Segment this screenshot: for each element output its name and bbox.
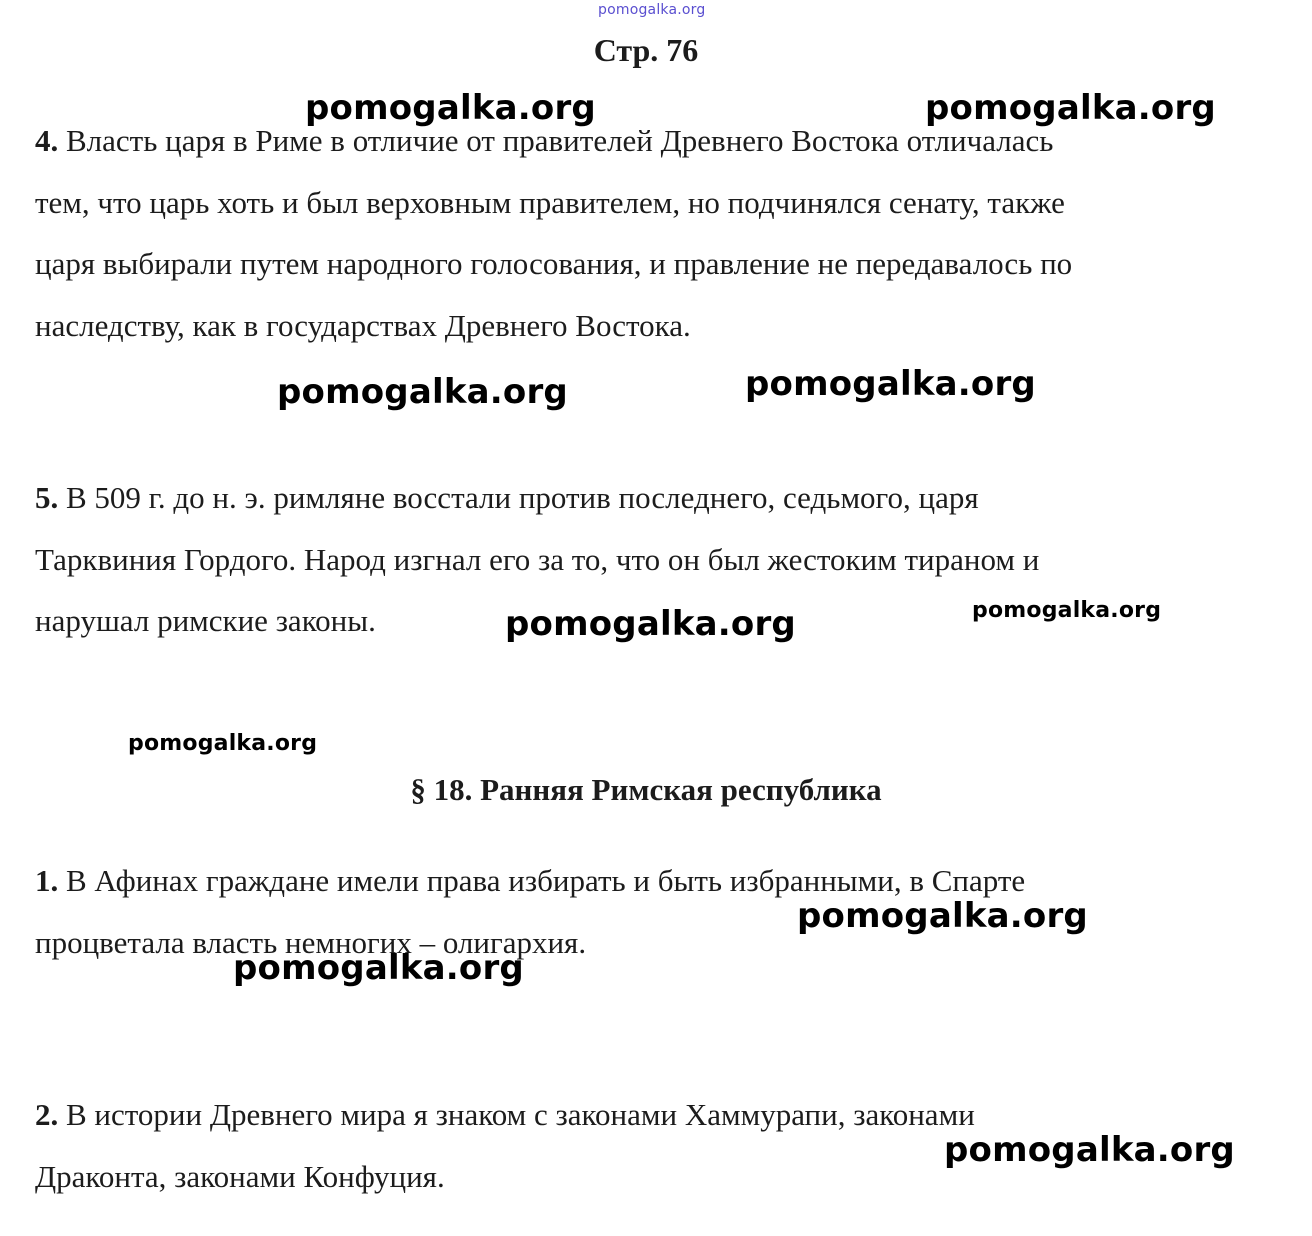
watermark: pomogalka.org <box>797 896 1088 936</box>
answer-number: 1. <box>35 863 59 898</box>
watermark: pomogalka.org <box>128 731 318 756</box>
answer-text: В 509 г. до н. э. римляне восстали против последнего, седьмого, царя <box>58 480 979 515</box>
answer-5-line-2: Тарквиния Гордого. Народ изгнал его за то, что он был жестоким тираном и <box>35 541 1040 577</box>
watermark: pomogalka.org <box>505 604 796 644</box>
answer-4-line-4: наследству, как в государствах Древнего Востока. <box>35 307 691 343</box>
watermark: pomogalka.org <box>233 948 524 988</box>
answer-5-line-3: нарушал римские законы. <box>35 603 376 638</box>
answer-4-line-3: царя выбирали путем народного голосования, и правление не передавалось по <box>35 246 1073 281</box>
watermark: pomogalka.org <box>745 364 1036 404</box>
section-heading: § 18. Ранняя Римская республика <box>410 772 882 807</box>
answer-1-line-2: процветала власть немногих – олигархия. <box>35 924 587 960</box>
page-number-title: Стр. 76 <box>593 32 699 68</box>
answer-number: 4. <box>35 123 59 158</box>
answer-text: В истории Древнего мира я знаком с законами Хаммурапи, законами <box>58 1097 975 1132</box>
answer-text: В Афинах граждане имели права избирать и быть избранными, в Спарте <box>58 863 1026 898</box>
watermark: pomogalka.org <box>925 88 1216 128</box>
answer-number: 2. <box>35 1097 59 1132</box>
watermark: pomogalka.org <box>305 88 596 128</box>
answer-4-line-2: тем, что царь хоть и был верховным правителем, но подчинялся сенату, также <box>35 184 1065 220</box>
answer-number: 5. <box>35 480 59 515</box>
watermark: pomogalka.org <box>972 598 1162 623</box>
answer-2-line-2: Драконта, законами Конфуция. <box>35 1158 445 1194</box>
watermark-top-small: pomogalka.org <box>598 2 706 18</box>
answer-text: Власть царя в Риме в отличие от правителей Древнего Востока отличалась <box>58 123 1054 158</box>
watermark: pomogalka.org <box>277 372 568 412</box>
answer-4 <box>35 110 1265 356</box>
watermark: pomogalka.org <box>944 1130 1235 1170</box>
answer-5-line-1 <box>35 467 1265 529</box>
